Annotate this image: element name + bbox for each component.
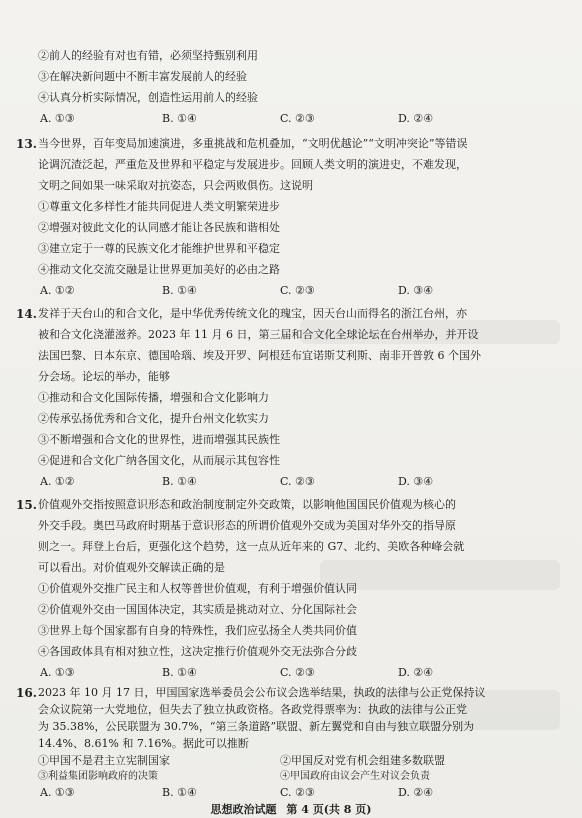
statement: ②价值观外交由一国国体决定，其实质是挑动对立、分化国际社会 [38,603,357,616]
question-stem-line: 文明之间如果一味采取对抗姿态，只会两败俱伤。这说明 [38,179,313,192]
option-c: C. ②③ [280,666,315,679]
statement: ③建立定于一尊的民族文化才能维护世界和平稳定 [38,242,280,255]
statement: ③不断增强和合文化的世界性，进而增强其民族性 [38,433,280,446]
statement: ①价值观外交推广民主和人权等普世价值观，有利于增强价值认同 [38,582,357,595]
page-footer [0,803,582,817]
page-number: 第 4 页(共 8 页) [286,803,372,816]
statement: ④认真分析实际情况，创造性运用前人的经验 [38,91,258,104]
statement: ④促进和合文化广纳各国文化，从而展示其包容性 [38,454,280,467]
statement: ②前人的经验有对也有错，必须坚持甄别利用 [38,49,258,62]
option-d: D. ②④ [398,786,434,799]
statement: ③在解决新问题中不断丰富发展前人的经验 [38,70,247,83]
option-c: C. ②③ [280,112,315,125]
option-c: C. ②③ [280,786,315,799]
question-stem-line: 会众议院第一大党地位，但失去了独立执政资格。各政党得票率为：执政的法律与公正党 [38,703,467,716]
option-b: B. ①④ [162,284,197,297]
question-stem-line: 为 35.38%，公民联盟为 30.7%，“第三条道路”联盟、新左翼党和自由与独立联盟分别为 [38,720,475,733]
option-a: A. ①③ [40,786,75,799]
option-b: B. ①④ [162,666,197,679]
statement: ④推动文化交流交融是让世界更加美好的必由之路 [38,263,280,276]
statement: ④甲国政府由议会产生对议会负责 [280,771,430,782]
question-number: 13. [16,137,37,151]
option-a: A. ①② [40,475,75,488]
option-a: A. ①③ [40,666,75,679]
statement: ②传承弘扬优秀和合文化，提升台州文化软实力 [38,412,269,425]
option-d: D. ③④ [398,284,434,297]
statement: ③世界上每个国家都有自身的特殊性，我们应弘扬全人类共同价值 [38,624,357,637]
question-stem-line: 可以看出。对价值观外交解读正确的是 [38,561,225,574]
option-c: C. ②③ [280,475,315,488]
question-number: 15. [16,498,37,512]
statement: ④各国政体具有相对独立性，这决定推行价值观外交无法弥合分歧 [38,645,357,658]
subject-title: 思想政治试题 [210,803,277,816]
statement: ③利益集团影响政府的决策 [38,771,158,782]
option-d: D. ②④ [398,112,434,125]
statement: ①推动和合文化国际传播，增强和合文化影响力 [38,391,269,404]
option-b: B. ①④ [162,475,197,488]
option-a: A. ①② [40,284,75,297]
question-stem-line: 2023 年 10 月 17 日，甲国国家选举委员会公布议会选举结果，执政的法律与公正党保持议 [38,686,486,699]
option-b: B. ①④ [162,786,197,799]
question-stem-line: 论调沉渣泛起，严重危及世界和平稳定与发展进步。回顾人类文明的演进史，不难发现， [38,158,467,171]
question-stem-line: 14.4%、8.61% 和 7.16%。据此可以推断 [38,737,249,750]
question-stem-line: 价值观外交指按照意识形态和政治制度制定外交政策，以影响他国国民价值观为核心的 [38,498,456,511]
statement: ②甲国反对党有机会组建多数联盟 [280,754,445,767]
question-stem-line: 法国巴黎、日本东京、德国哈瑙、埃及开罗、阿根廷布宜诺斯艾利斯、南非开普敦 6 个国外 [38,349,481,362]
option-a: A. ①③ [40,112,75,125]
statement: ①甲国不是君主立宪制国家 [38,754,170,767]
option-d: D. ②④ [398,666,434,679]
question-number: 14. [16,307,37,321]
question-stem-line: 被和合文化浇灌滋养。2023 年 11 月 6 日，第三届和合文化全球论坛在台州举办，并开设 [38,328,479,341]
question-stem-line: 发祥于天台山的和合文化，是中华优秀传统文化的瑰宝，因天台山而得名的浙江台州，亦 [38,307,467,320]
question-stem-line: 当今世界，百年变局加速演进，多重挑战和危机叠加，“文明优越论”“文明冲突论”等错误 [38,137,468,150]
statement: ①尊重文化多样性才能共同促进人类文明繁荣进步 [38,200,280,213]
option-c: C. ②③ [280,284,315,297]
question-number: 16. [16,686,37,700]
option-b: B. ①④ [162,112,197,125]
question-stem-line: 外交手段。奥巴马政府时期基于意识形态的所谓价值观外交成为美国对华外交的指导原 [38,519,456,532]
option-d: D. ③④ [398,475,434,488]
question-stem-line: 分会场。论坛的举办，能够 [38,370,170,383]
statement: ②增强对彼此文化的认同感才能让各民族和谐相处 [38,221,280,234]
question-stem-line: 则之一。拜登上台后，更强化这个趋势，这一点从近年来的 G7、北约、美欧各种峰会就 [38,540,465,553]
